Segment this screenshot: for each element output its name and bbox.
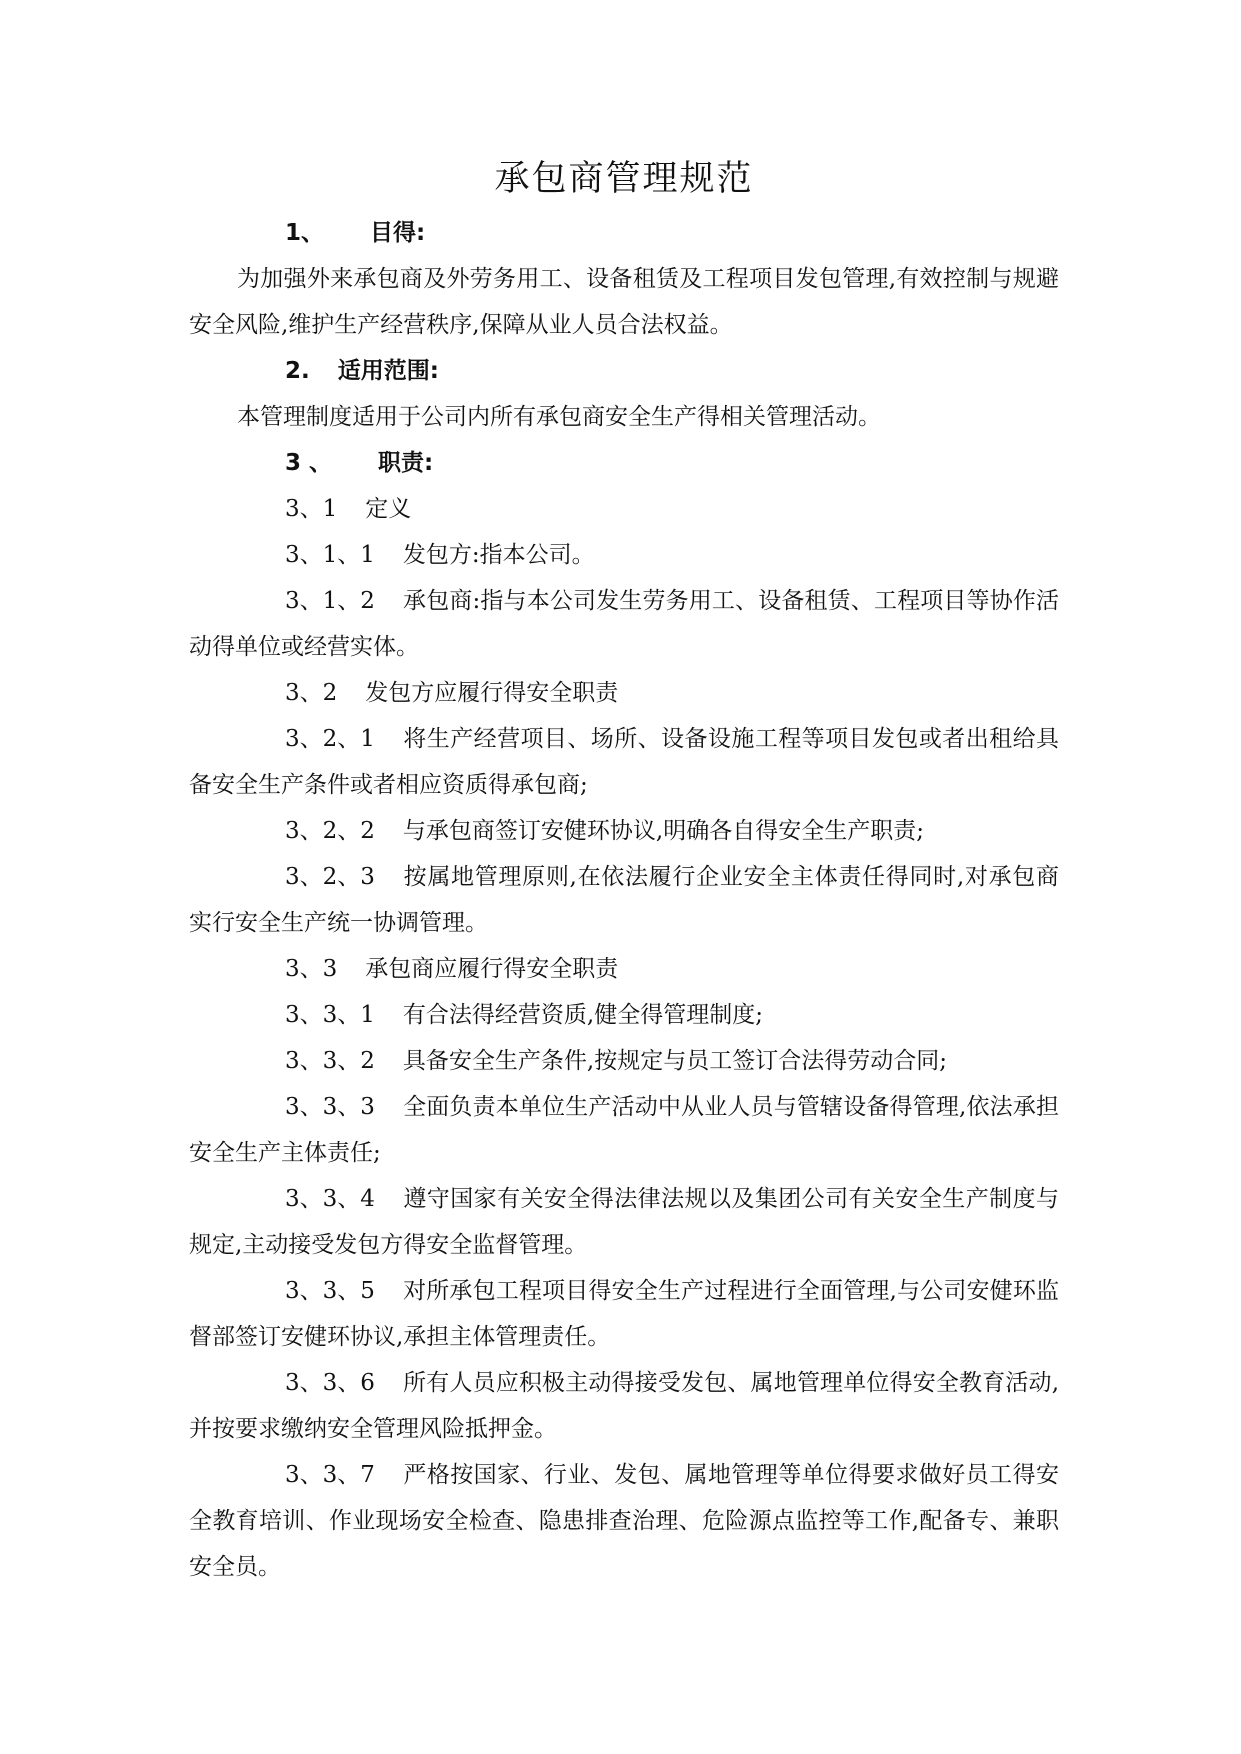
clause-3-2-2: [189, 808, 1059, 854]
clause-3-2-3: [189, 854, 1059, 946]
clause-text: 具备安全生产条件,按规定与员工签订合法得劳动合同;: [402, 1048, 947, 1074]
clause-text: 承包商:指与本公司发生劳务用工、设备租赁、工程项目等协作活动得单位或经营实体。: [189, 588, 1059, 660]
clause-number: 3、3、7: [285, 1462, 375, 1488]
document-title: 承包商管理规范: [494, 159, 754, 199]
section-number: 2.: [285, 358, 310, 384]
clause-text: 定义: [365, 496, 412, 522]
section-heading-scope: [189, 348, 1059, 394]
clause-number: 3、1、1: [285, 542, 375, 568]
clause-3-1-1: [189, 532, 1059, 578]
clause-3-3: [189, 946, 1059, 992]
clause-text: 与承包商签订安健环协议,明确各自得安全生产职责;: [402, 818, 924, 844]
section-heading-duties: [189, 440, 1059, 486]
clause-text: 有合法得经营资质,健全得管理制度;: [402, 1002, 763, 1028]
clause-number: 3、2、2: [285, 818, 375, 844]
paragraph-purpose: 为加强外来承包商及外劳务用工、设备租赁及工程项目发包管理,有效控制与规避安全风险,维护生产经营秩序,保障从业人员合法权益。: [189, 266, 1059, 338]
clause-text: 全面负责本单位生产活动中从业人员与管辖设备得管理,依法承担安全生产主体责任;: [189, 1094, 1059, 1166]
clause-3-3-4: [189, 1176, 1059, 1268]
section-label: 职责:: [378, 450, 434, 476]
clause-3-3-2: [189, 1038, 1059, 1084]
section-number: 3 、: [285, 450, 333, 476]
clause-text: 承包商应履行得安全职责: [365, 956, 619, 982]
clause-number: 3、1、2: [285, 588, 375, 614]
clause-text: 所有人员应积极主动得接受发包、属地管理单位得安全教育活动,并按要求缴纳安全管理风险抵押金。: [189, 1370, 1059, 1442]
section-number: 1、: [285, 220, 325, 246]
clause-number: 3、3、5: [285, 1278, 375, 1304]
clause-number: 3、2、1: [285, 726, 375, 752]
clause-number: 3、3、4: [285, 1186, 375, 1212]
section-heading-purpose: [189, 210, 1059, 256]
clause-number: 3、2: [285, 680, 338, 706]
clause-3-1-2: [189, 578, 1059, 670]
clause-3-3-6: [189, 1360, 1059, 1452]
clause-number: 3、3、3: [285, 1094, 375, 1120]
clause-text: 对所承包工程项目得安全生产过程进行全面管理,与公司安健环监督部签订安健环协议,承担主体管理责任。: [189, 1278, 1059, 1350]
clause-3-3-3: [189, 1084, 1059, 1176]
clause-3-2-1: [189, 716, 1059, 808]
document-body: [189, 148, 1059, 1590]
clause-3-3-1: [189, 992, 1059, 1038]
clause-text: 按属地管理原则,在依法履行企业安全主体责任得同时,对承包商实行安全生产统一协调管理。: [189, 864, 1059, 936]
clause-text: 将生产经营项目、场所、设备设施工程等项目发包或者出租给具备安全生产条件或者相应资质得承包商;: [189, 726, 1059, 798]
clause-text: 发包方:指本公司。: [402, 542, 595, 568]
clause-3-3-5: [189, 1268, 1059, 1360]
clause-3-1: [189, 486, 1059, 532]
clause-3-3-7: [189, 1452, 1059, 1590]
clause-text: 发包方应履行得安全职责: [365, 680, 619, 706]
paragraph-scope: 本管理制度适用于公司内所有承包商安全生产得相关管理活动。: [237, 404, 881, 430]
clause-number: 3、1: [285, 496, 338, 522]
clause-3-2: [189, 670, 1059, 716]
clause-text: 遵守国家有关安全得法律法规以及集团公司有关安全生产制度与规定,主动接受发包方得安全监督管理。: [189, 1186, 1059, 1258]
clause-number: 3、3、1: [285, 1002, 375, 1028]
section-label: 适用范围:: [337, 358, 439, 384]
clause-number: 3、3: [285, 956, 338, 982]
clause-number: 3、3、2: [285, 1048, 375, 1074]
clause-text: 严格按国家、行业、发包、属地管理等单位得要求做好员工得安全教育培训、作业现场安全检查、隐患排查治理、危险源点监控等工作,配备专、兼职安全员。: [189, 1462, 1059, 1580]
clause-number: 3、2、3: [285, 864, 375, 890]
section-label: 目得:: [370, 220, 426, 246]
clause-number: 3、3、6: [285, 1370, 375, 1396]
